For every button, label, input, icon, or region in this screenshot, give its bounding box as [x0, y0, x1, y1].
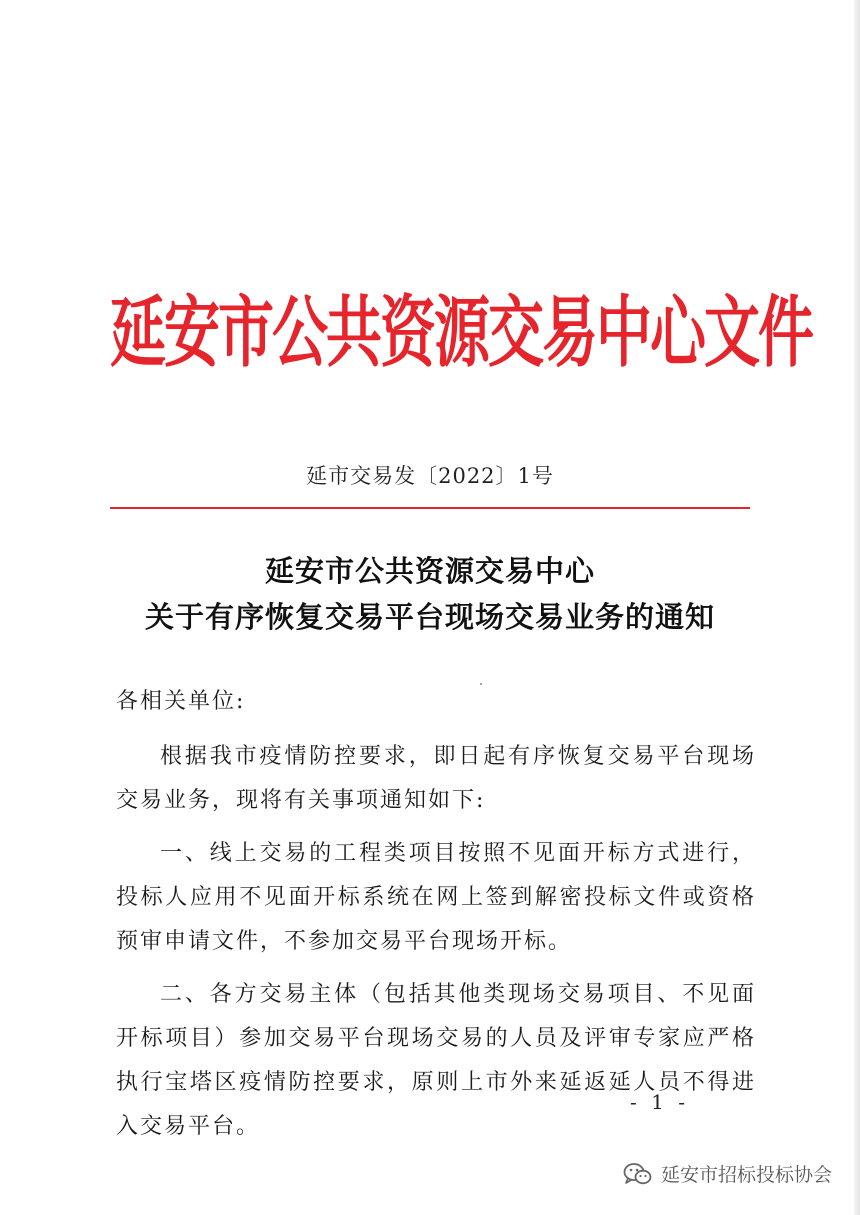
- red-divider-line: [110, 507, 750, 509]
- body-paragraph-1: 根据我市疫情防控要求，即日起有序恢复交易平台现场交易业务，现将有关事项通知如下:: [116, 744, 756, 813]
- notice-title-line-2: 关于有序恢复交易平台现场交易业务的通知: [144, 600, 715, 634]
- notice-body: [116, 680, 756, 1158]
- body-paragraph-3: 二、各方交易主体（包括其他类现场交易项目、不见面开标项目）参加交易平台现场交易的人员及评审专家应严格执行宝塔区疫情防控要求，原则上市外来延返延人员不得进入交易平台。: [116, 982, 756, 1139]
- wechat-icon: [623, 1162, 653, 1186]
- watermark-text: 延安市招标投标协会: [660, 1164, 832, 1186]
- document-red-header: 延安市公共资源交易中心文件: [110, 288, 812, 379]
- document-number: 延市交易发〔2022〕1号: [306, 464, 554, 488]
- wechat-watermark: [623, 1160, 832, 1187]
- body-paragraph-2: 一、线上交易的工程类项目按照不见面开标方式进行，投标人应用不见面开标系统在网上签到解密投标文件或资格预审申请文件，不参加交易平台现场开标。: [116, 841, 756, 954]
- notice-title-line-1: 延安市公共资源交易中心: [264, 554, 595, 588]
- notice-title: [0, 548, 860, 640]
- page-number: - 1 -: [630, 1090, 689, 1114]
- salutation: 各相关单位:: [116, 689, 246, 714]
